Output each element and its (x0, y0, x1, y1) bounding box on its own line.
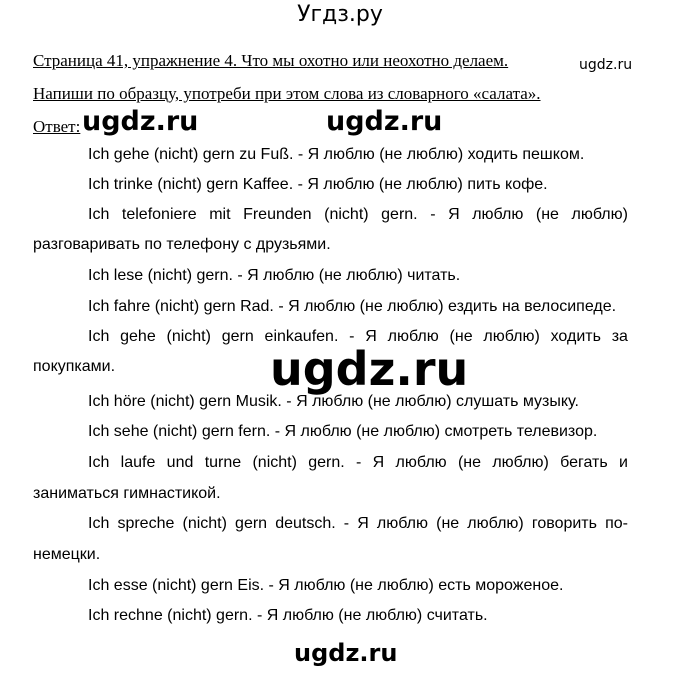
answer-line-justified (88, 454, 628, 472)
watermark-answer-left: ugdz.ru (82, 106, 199, 137)
word: бегать (560, 454, 608, 471)
word: люблю (472, 206, 524, 223)
answer-line: Ich lese (nicht) gern. - Я люблю (не люблю) читать. (88, 267, 461, 284)
answer-continuation: разговаривать по телефону с друзьями. (33, 236, 331, 253)
word: einkaufen. (264, 328, 339, 345)
word: (не (457, 454, 482, 471)
watermark-top-right: ugdz.ru (579, 57, 633, 73)
word: Я (365, 328, 377, 345)
answer-line-justified (88, 206, 628, 224)
answer-continuation: покупками. (33, 358, 116, 375)
answer-label: Ответ: (33, 117, 81, 136)
site-title: Угдз.ру (297, 2, 383, 27)
word: говорить (531, 515, 597, 532)
answer-line: Ich gehe (nicht) gern zu Fuß. - Я люблю (не люблю) ходить пешком. (88, 146, 585, 163)
word: telefoniere (121, 206, 197, 223)
word: gern. (381, 206, 418, 223)
answer-line: Ich sehe (nicht) gern fern. - Я люблю (не люблю) смотреть телевизор. (88, 423, 598, 440)
watermark-center: ugdz.ru (270, 342, 469, 396)
word: по- (605, 515, 628, 532)
answer-line: Ich esse (nicht) gern Eis. - Я люблю (не люблю) есть мороженое. (88, 577, 564, 594)
word: люблю) (571, 206, 628, 223)
word: люблю) (467, 515, 524, 532)
word: mit (209, 206, 231, 223)
task-line-1: Страница 41, упражнение 4. Что мы охотно или неохотно делаем. (33, 51, 509, 70)
answer-line: Ich fahre (nicht) gern Rad. - Я люблю (не люблю) ездить на велосипеде. (88, 298, 617, 315)
word: Ich (88, 206, 110, 223)
word: - (356, 454, 362, 471)
word: Ich (88, 454, 110, 471)
word: Я (357, 515, 369, 532)
word: Я (448, 206, 460, 223)
word: laufe (120, 454, 156, 471)
word: люблю (376, 515, 429, 532)
word: - (349, 328, 355, 345)
word: Я (372, 454, 385, 471)
word: - (343, 515, 350, 532)
watermark-footer: ugdz.ru (294, 639, 398, 667)
word: (nicht) (252, 454, 297, 471)
word: люблю (395, 454, 447, 471)
word: Freunden (243, 206, 312, 223)
word: ходить (550, 328, 601, 345)
word: gern. (308, 454, 345, 471)
word: люблю) (483, 328, 540, 345)
word: (не (535, 206, 559, 223)
word: люблю) (492, 454, 549, 471)
word: люблю (387, 328, 439, 345)
word: gern (235, 515, 268, 532)
word: и (619, 454, 628, 471)
word: gehe (120, 328, 156, 345)
word: (не (449, 328, 473, 345)
watermark-answer-right: ugdz.ru (326, 106, 443, 137)
word: (не (436, 515, 460, 532)
word: - (430, 206, 436, 223)
answer-line-justified (88, 515, 628, 533)
answer-continuation: заниматься гимнастикой. (33, 485, 221, 502)
answer-line: Ich rechne (nicht) gern. - Я люблю (не люблю) считать. (88, 607, 488, 624)
task-line-2: Напиши по образцу, употреби при этом слова из словарного «салата». (33, 84, 541, 103)
word: und (166, 454, 194, 471)
word: (nicht) (324, 206, 369, 223)
word: за (611, 328, 628, 345)
word: deutsch. (275, 515, 336, 532)
word: Ich (88, 328, 110, 345)
word: (nicht) (166, 328, 211, 345)
word: gern (221, 328, 254, 345)
word: Ich (88, 515, 110, 532)
word: (nicht) (182, 515, 227, 532)
answer-continuation: немецки. (33, 546, 101, 563)
word: spreche (117, 515, 175, 532)
word: turne (204, 454, 242, 471)
answer-line: Ich trinke (nicht) gern Kaffee. - Я люблю (не люблю) пить кофе. (88, 176, 548, 193)
answer-line: Ich höre (nicht) gern Musik. - Я люблю (не люблю) слушать музыку. (88, 393, 579, 410)
